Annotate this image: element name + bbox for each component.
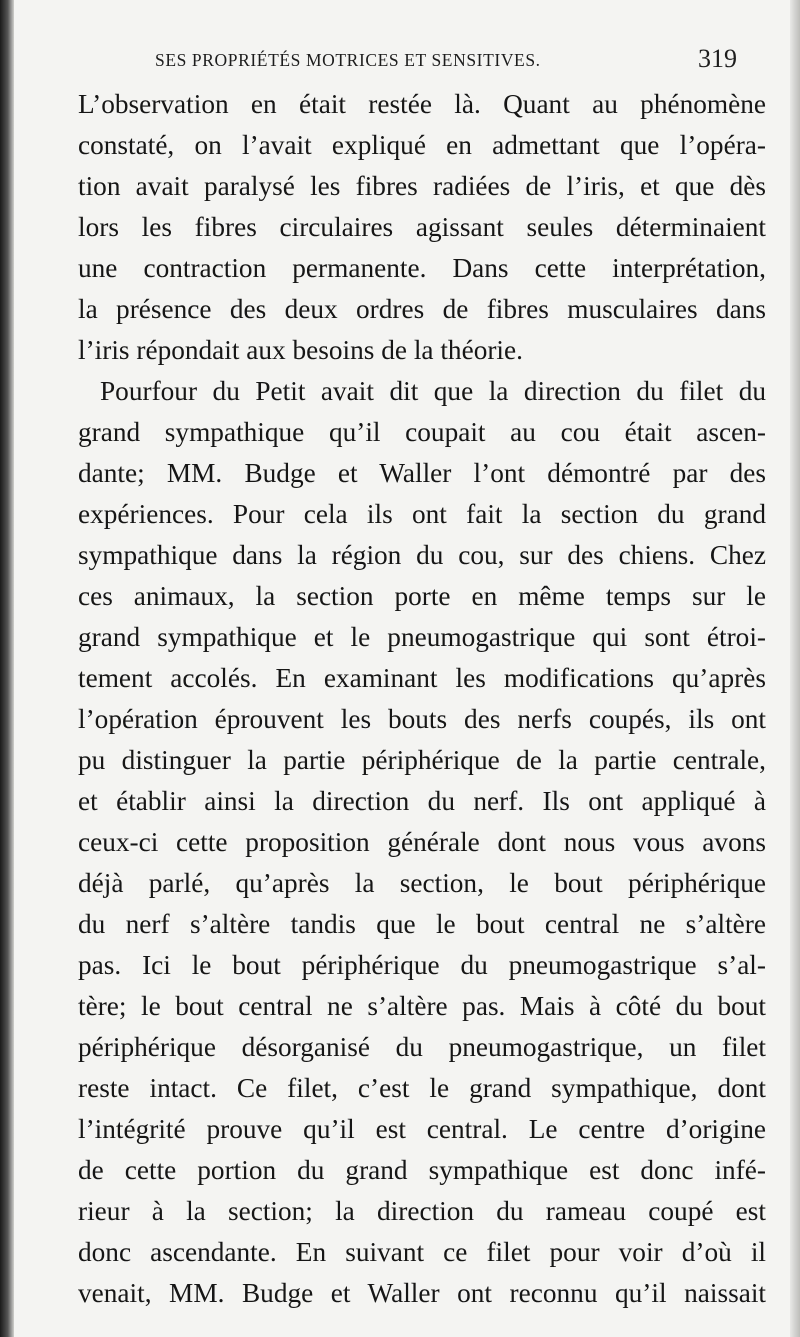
text-line: venait, MM. Budge et Waller ont reconnu qu’il naissait: [78, 1278, 766, 1308]
running-head: [155, 46, 745, 76]
text-line: pas. Ici le bout périphérique du pneumogastrique s’al-: [78, 950, 766, 980]
text-line: grand sympathique et le pneumogastrique qui sont étroi-: [78, 622, 766, 652]
text-line: grand sympathique qu’il coupait au cou était ascen-: [78, 417, 766, 447]
text-line: pu distinguer la partie périphérique de la partie centrale,: [78, 745, 766, 775]
text-line: du nerf s’altère tandis que le bout central ne s’altère: [78, 909, 766, 939]
text-line: ceux-ci cette proposition générale dont nous vous avons: [78, 827, 766, 857]
text-line: périphérique désorganisé du pneumogastrique, un filet: [78, 1032, 766, 1062]
page-right-edge: [790, 0, 800, 1337]
text-line: l’iris répondait aux besoins de la théorie.: [78, 335, 523, 365]
text-line: déjà parlé, qu’après la section, le bout périphérique: [78, 868, 766, 898]
page-number: 319: [698, 44, 737, 73]
running-title: SES PROPRIÉTÉS MOTRICES ET SENSITIVES.: [155, 50, 541, 70]
text-line: tion avait paralysé les fibres radiées de l’iris, et que dès: [78, 171, 766, 201]
text-line: tement accolés. En examinant les modifications qu’après: [78, 663, 766, 693]
text-line: l’opération éprouvent les bouts des nerfs coupés, ils ont: [78, 704, 766, 734]
page-left-edge-shadow: [0, 0, 14, 1337]
text-line: l’intégrité prouve qu’il est central. Le centre d’origine: [78, 1114, 766, 1144]
text-line: la présence des deux ordres de fibres musculaires dans: [78, 294, 766, 324]
body-text: [78, 84, 766, 1314]
text-line: reste intact. Ce filet, c’est le grand sympathique, dont: [78, 1073, 766, 1103]
paragraph-start-line: Pourfour du Petit avait dit que la direction du filet du: [100, 376, 766, 406]
text-line: L’observation en était restée là. Quant au phénomène: [78, 89, 766, 119]
text-line: rieur à la section; la direction du rameau coupé est: [78, 1196, 766, 1226]
text-line: ces animaux, la section porte en même temps sur le: [78, 581, 766, 611]
text-line: et établir ainsi la direction du nerf. Ils ont appliqué à: [78, 786, 766, 816]
text-line: dante; MM. Budge et Waller l’ont démontré par des: [78, 458, 766, 488]
text-line: sympathique dans la région du cou, sur des chiens. Chez: [78, 540, 766, 570]
text-line: une contraction permanente. Dans cette interprétation,: [78, 253, 766, 283]
text-line: expériences. Pour cela ils ont fait la section du grand: [78, 499, 766, 529]
text-line: tère; le bout central ne s’altère pas. Mais à côté du bout: [78, 991, 766, 1021]
text-line: lors les fibres circulaires agissant seules déterminaient: [78, 212, 766, 242]
text-line: donc ascendante. En suivant ce filet pour voir d’où il: [78, 1237, 766, 1267]
text-line: constaté, on l’avait expliqué en admettant que l’opéra-: [78, 130, 766, 160]
text-line: de cette portion du grand sympathique est donc infé-: [78, 1155, 766, 1185]
